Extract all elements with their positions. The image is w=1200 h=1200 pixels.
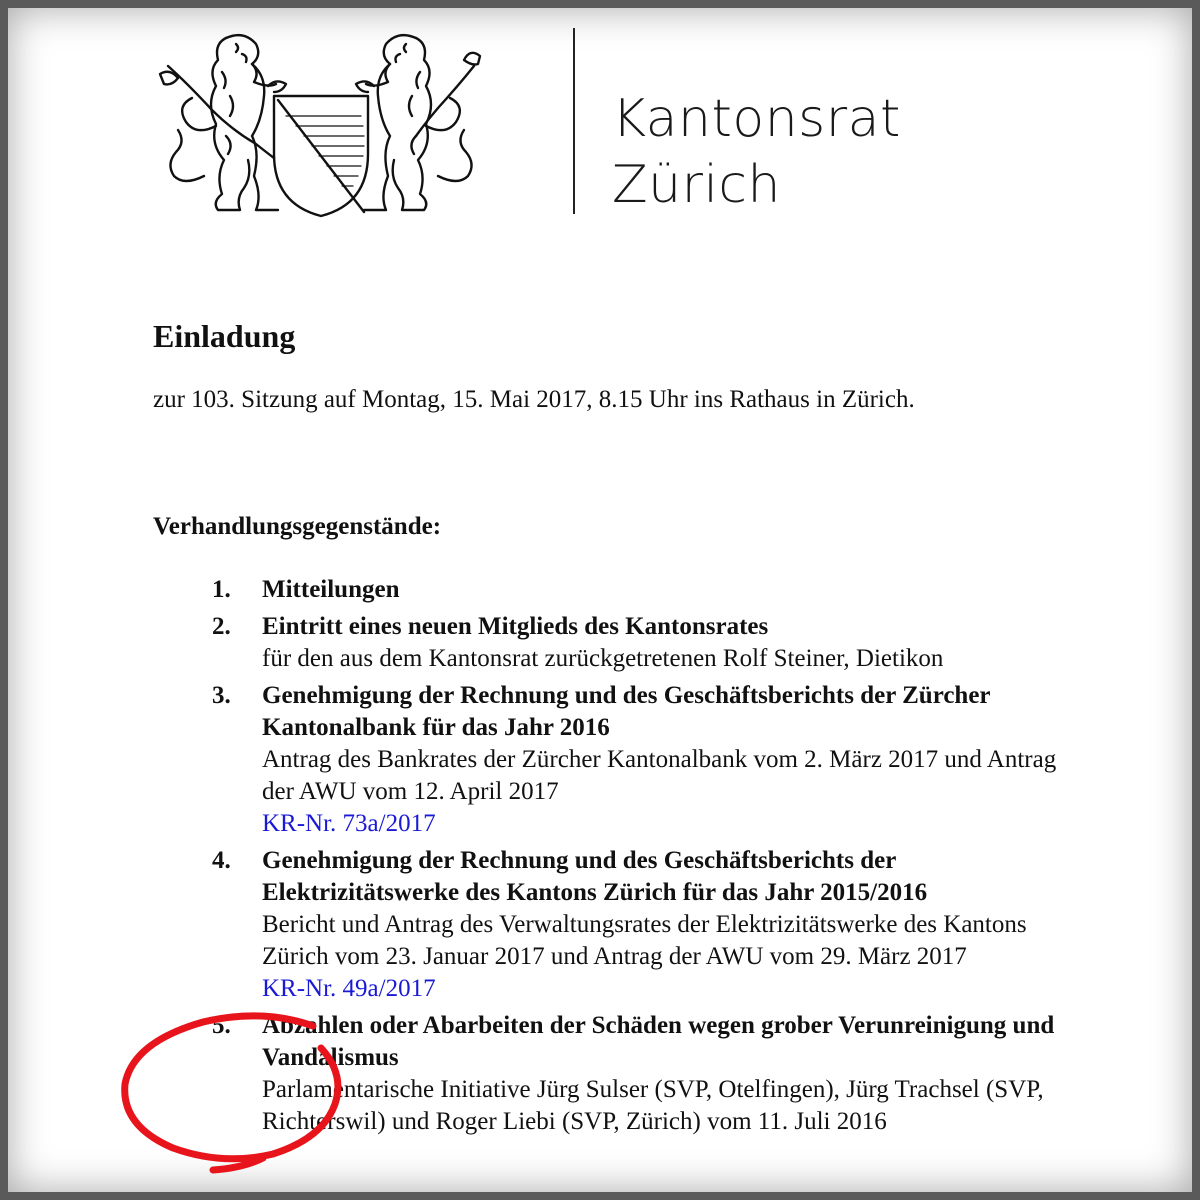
item-number: 4. bbox=[212, 847, 231, 874]
agenda-item-4 bbox=[208, 845, 1088, 1005]
zurich-coat-of-arms-logo bbox=[156, 26, 486, 218]
item-description: für den aus dem Kantonsrat zurückgetretenen Rolf Steiner, Dietikon bbox=[262, 645, 944, 672]
organization-name bbox=[612, 86, 901, 218]
session-intro: zur 103. Sitzung auf Montag, 15. Mai 2017, 8.15 Uhr ins Rathaus in Zürich. bbox=[153, 386, 915, 413]
item-title: Eintritt eines neuen Mitglieds des Kantonsrates bbox=[262, 613, 769, 640]
item-title: Genehmigung der Rechnung und des Geschäftsberichts der Zürcher Kantonalbank für das Jahr 2016 bbox=[262, 682, 991, 741]
agenda-item-5 bbox=[208, 1010, 1088, 1138]
document-page bbox=[8, 8, 1192, 1192]
agenda-heading: Verhandlungsgegenstände: bbox=[153, 513, 442, 540]
item-number: 3. bbox=[212, 682, 231, 709]
kr-number-link[interactable]: KR-Nr. 73a/2017 bbox=[262, 810, 436, 837]
item-title: Abzahlen oder Abarbeiten der Schäden wegen grober Verunreinigung und Vandalismus bbox=[262, 1012, 1055, 1071]
item-title: Genehmigung der Rechnung und des Geschäftsberichts der Elektrizitätswerke des Kantons Zürich für das Jahr 2015/2016 bbox=[262, 847, 928, 906]
org-line-2: Zürich bbox=[612, 155, 781, 215]
header-divider bbox=[573, 28, 575, 214]
item-number: 5. bbox=[212, 1012, 231, 1039]
agenda-item-1 bbox=[208, 574, 1088, 606]
item-description: Antrag des Bankrates der Zürcher Kantonalbank vom 2. März 2017 und Antrag der AWU vom 12. April 2017 bbox=[262, 746, 1057, 805]
item-number: 1. bbox=[212, 576, 231, 603]
agenda-item-2 bbox=[208, 611, 1088, 675]
item-number: 2. bbox=[212, 613, 231, 640]
agenda-item-3 bbox=[208, 680, 1088, 840]
item-description: Parlamentarische Initiative Jürg Sulser (SVP, Otelfingen), Jürg Trachsel (SVP, Richterswil) und Roger Liebi (SVP, Zürich) vom 11. Juli 2016 bbox=[262, 1076, 1044, 1135]
document-title: Einladung bbox=[153, 318, 296, 354]
item-title: Mitteilungen bbox=[262, 576, 400, 603]
agenda-list bbox=[208, 574, 1088, 1143]
kr-number-link[interactable]: KR-Nr. 49a/2017 bbox=[262, 975, 436, 1002]
item-description: Bericht und Antrag des Verwaltungsrates der Elektrizitätswerke des Kantons Zürich vom 23. Januar 2017 und Antrag der AWU vom 29. März 2017 bbox=[262, 911, 1027, 970]
org-line-1: Kantonsrat bbox=[612, 89, 901, 149]
